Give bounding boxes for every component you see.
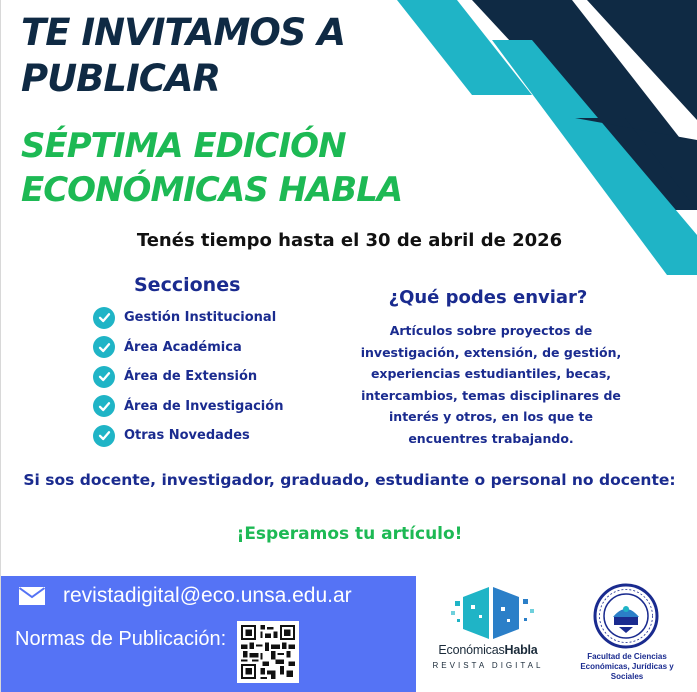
section-item [93, 392, 283, 422]
section-item [93, 333, 283, 363]
subtitle-line-2: ECONÓMICAS HABLA [21, 170, 403, 210]
subtitle-line-1: SÉPTIMA EDICIÓN [21, 126, 346, 166]
economicas-habla-logo-icon [441, 585, 551, 685]
section-label: Área Académica [124, 339, 242, 355]
what-to-send-heading: ¿Qué podes enviar? [388, 287, 588, 308]
section-label: Otras Novedades [124, 428, 250, 444]
edition-subtitle [21, 124, 402, 212]
section-label: Gestión Institucional [124, 310, 277, 326]
faculty-line-1: Facultad de Ciencias [587, 652, 667, 661]
title-line-1: TE INVITAMOS A [21, 11, 345, 54]
publication-norms-label: Normas de Publicación: [15, 628, 227, 650]
what-line: encuentres trabajando. [408, 430, 574, 446]
revista-digital-label: REVISTA DIGITAL [432, 661, 544, 670]
audience-text: Si sos docente, investigador, graduado, estudiante o personal no docente: [23, 471, 676, 489]
wordmark-bold: Habla [504, 643, 538, 657]
envelope-icon [19, 587, 45, 605]
section-label: Área de Investigación [124, 398, 284, 414]
what-line: Artículos sobre proyectos de [389, 323, 593, 338]
faculty-seal-icon [593, 583, 659, 649]
section-item [93, 421, 283, 451]
qr-code-icon[interactable] [237, 621, 299, 683]
what-line: interés y otros, en los que te [389, 409, 593, 424]
faculty-name [566, 652, 688, 682]
page-title [21, 10, 345, 102]
wordmark-light: Económicas [438, 643, 505, 657]
email-link[interactable]: revistadigital@eco.unsa.edu.ar [63, 584, 352, 607]
section-item [93, 303, 283, 333]
section-item [93, 362, 283, 392]
what-to-send-body [351, 320, 631, 449]
call-to-action: ¡Esperamos tu artículo! [236, 524, 463, 544]
what-line: intercambios, temas disciplinares de [361, 387, 621, 403]
title-line-2: PUBLICAR [21, 57, 220, 100]
what-line: investigación, extensión, de gestión, [360, 344, 622, 360]
sections-list [93, 303, 283, 451]
check-circle-icon [93, 336, 115, 358]
sections-heading: Secciones [134, 274, 241, 296]
deadline-text: Tenés tiempo hasta el 30 de abril de 2026 [136, 230, 563, 251]
faculty-line-2: Económicas, Jurídicas y Sociales [580, 662, 674, 681]
check-circle-icon [93, 395, 115, 417]
check-circle-icon [93, 307, 115, 329]
check-circle-icon [93, 366, 115, 388]
section-label: Área de Extensión [124, 369, 258, 385]
what-line: experiencias estudiantiles, becas, [370, 366, 612, 381]
economicas-habla-wordmark [419, 643, 557, 657]
check-circle-icon [93, 425, 115, 447]
